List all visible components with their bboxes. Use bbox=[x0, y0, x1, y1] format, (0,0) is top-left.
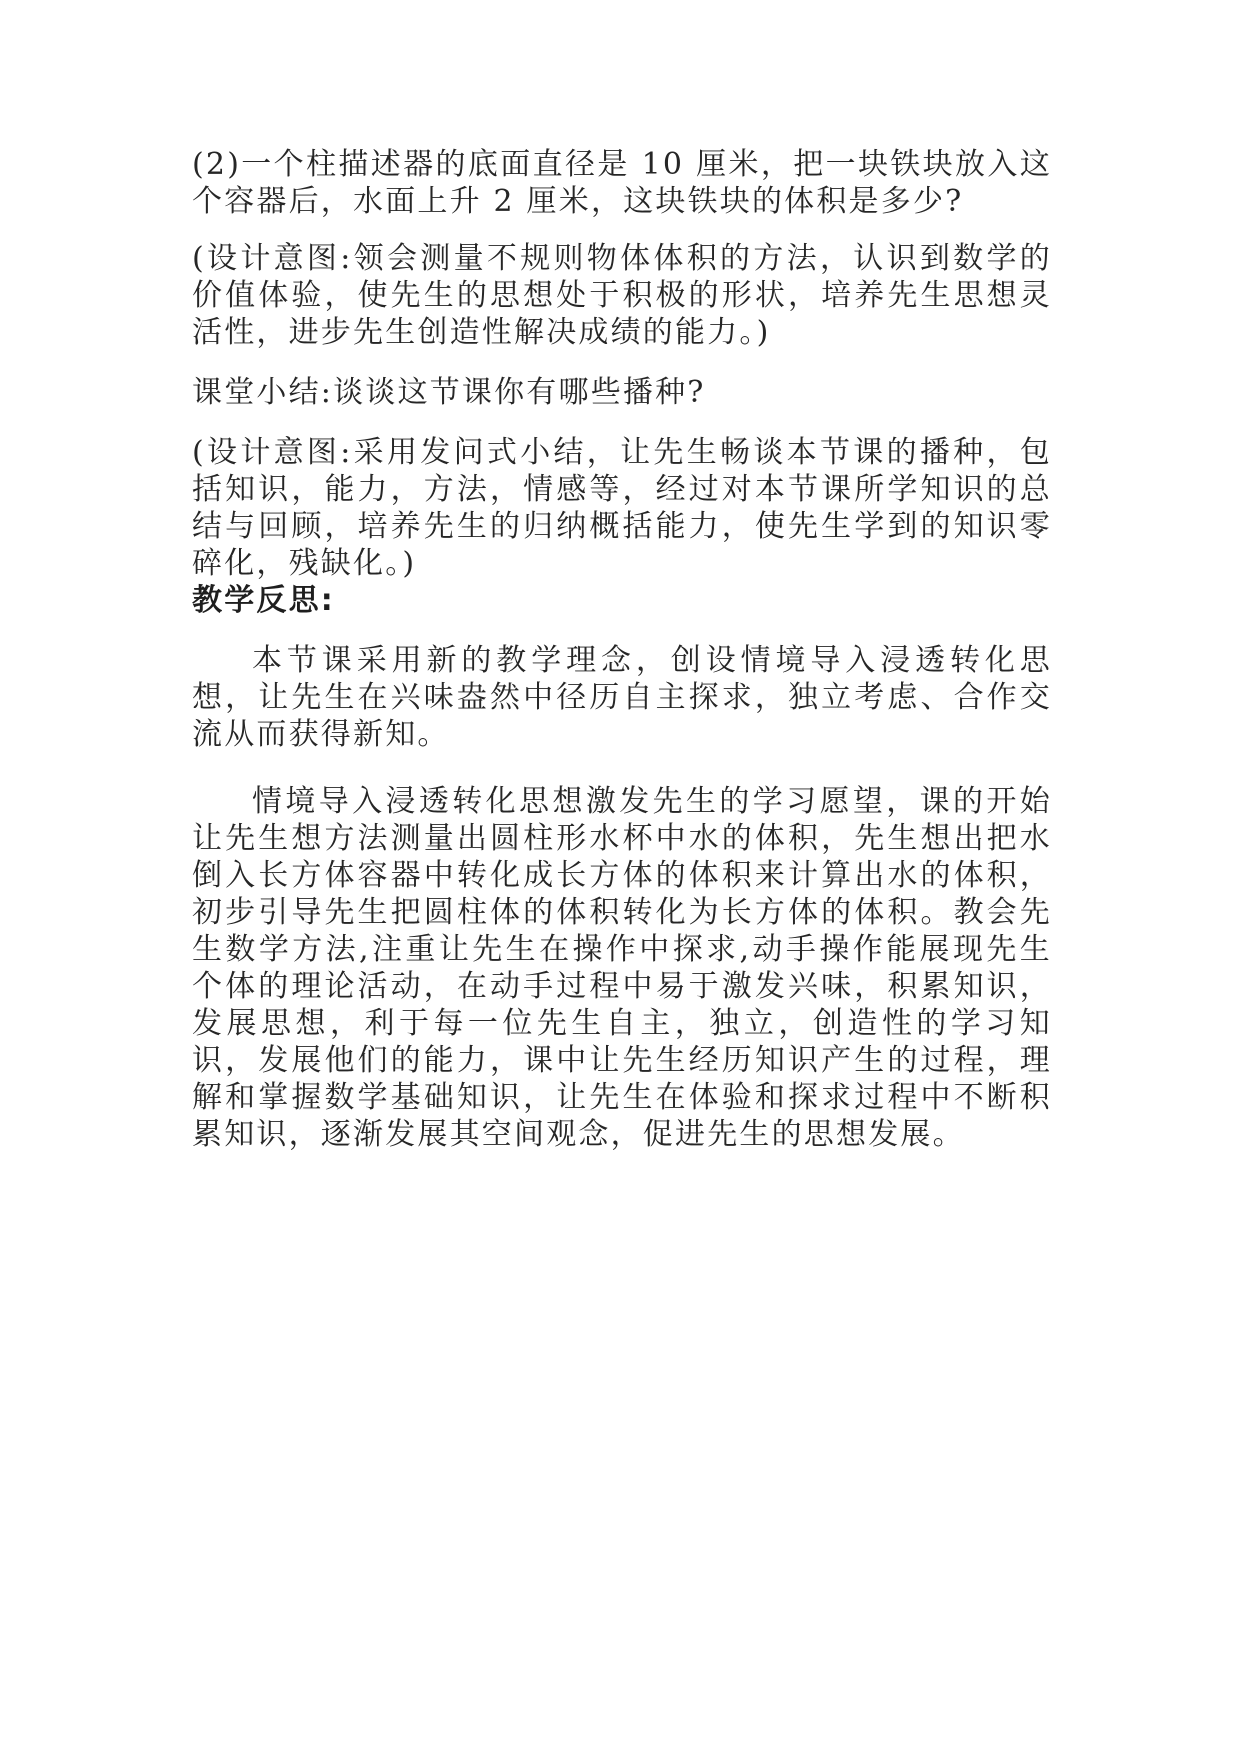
exercise-question-2: (2)一个柱描述器的底面直径是 10 厘米，把一块铁块放入这个容器后，水面上升 2 厘米，这块铁块的体积是多少? bbox=[192, 147, 1052, 219]
class-summary: 课堂小结:谈谈这节课你有哪些播种? bbox=[192, 375, 706, 410]
reflection-paragraph-2: 情境导入浸透转化思想激发先生的学习愿望，课的开始让先生想方法测量出圆柱形水杯中水的体积，先生想出把水倒入长方体容器中转化成长方体的体积来计算出水的体积，初步引导先生把圆柱体的体积转化为长方体的体积。教会先生数学方法,注重让先生在操作中探求,动手操作能展现先生个体的理论活动，在动手过程中易于激发兴味，积累知识，发展思想，利于每一位先生自主，独立，创造性的学习知识，发展他们的能力，课中让先生经历知识产生的过程，理解和掌握数学基础知识，让先生在体验和探求过程中不断积累知识，逐渐发展其空间观念，促进先生的思想发展。 bbox=[192, 784, 1052, 1152]
design-intent-2: (设计意图:采用发问式小结，让先生畅谈本节课的播种，包括知识，能力，方法，情感等，经过对本节课所学知识的总结与回顾，培养先生的归纳概括能力，使先生学到的知识零碎化，残缺化。) bbox=[192, 435, 1052, 581]
design-intent-1: (设计意图:领会测量不规则物体体积的方法，认识到数学的价值体验，使先生的思想处于积极的形状，培养先生思想灵活性，进步先生创造性解决成绩的能力。) bbox=[192, 241, 1052, 350]
reflection-heading: 教学反思: bbox=[192, 583, 335, 618]
reflection-paragraph-1: 本节课采用新的教学理念，创设情境导入浸透转化思想，让先生在兴味盎然中径历自主探求，独立考虑、合作交流从而获得新知。 bbox=[192, 643, 1052, 752]
document-body bbox=[192, 146, 1052, 1153]
